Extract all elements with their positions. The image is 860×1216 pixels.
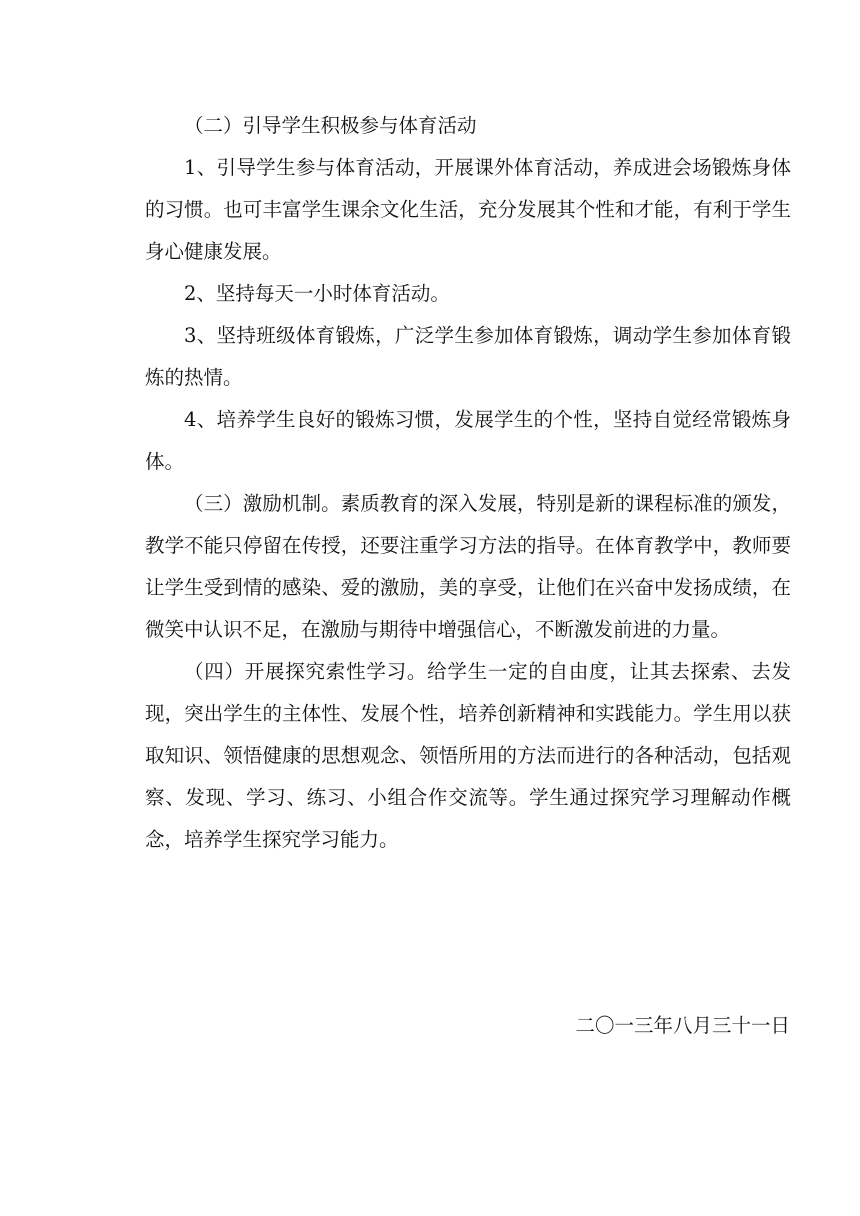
paragraph-section-3: （三）激励机制。素质教育的深入发展，特别是新的课程标准的颁发，教学不能只停留在传授，还要注重学习方法的指导。在体育教学中，教师要让学生受到情的感染、爱的激励，美的享受，让他们在兴奋中发扬成绩，在微笑中认识不足，在激励与期待中增强信心，不断激发前进的力量。 (145, 492, 791, 641)
document-body (145, 105, 791, 861)
document-date: 二〇一三年八月三十一日 (575, 1014, 790, 1037)
section-heading-2: （二）引导学生积极参与体育活动 (184, 114, 477, 137)
paragraph-item-1: 1、引导学生参与体育活动，开展课外体育活动，养成进会场锻炼身体的习惯。也可丰富学生课余文化生活，充分发展其个性和才能，有利于学生身心健康发展。 (145, 156, 791, 263)
paragraph-section-4: （四）开展探究索性学习。给学生一定的自由度，让其去探索、去发现，突出学生的主体性、发展个性，培养创新精神和实践能力。学生用以获取知识、领悟健康的思想观念、领悟所用的方法而进行的各种活动，包括观察、发现、学习、练习、小组合作交流等。学生通过探究学习理解动作概念，培养学生探究学习能力。 (145, 660, 791, 851)
paragraph-item-3: 3、坚持班级体育锻炼，广泛学生参加体育锻炼，调动学生参加体育锻炼的热情。 (145, 324, 791, 389)
paragraph-item-2: 2、坚持每天一小时体育活动。 (184, 282, 450, 305)
paragraph-item-4: 4、培养学生良好的锻炼习惯，发展学生的个性，坚持自觉经常锻炼身体。 (145, 408, 791, 473)
